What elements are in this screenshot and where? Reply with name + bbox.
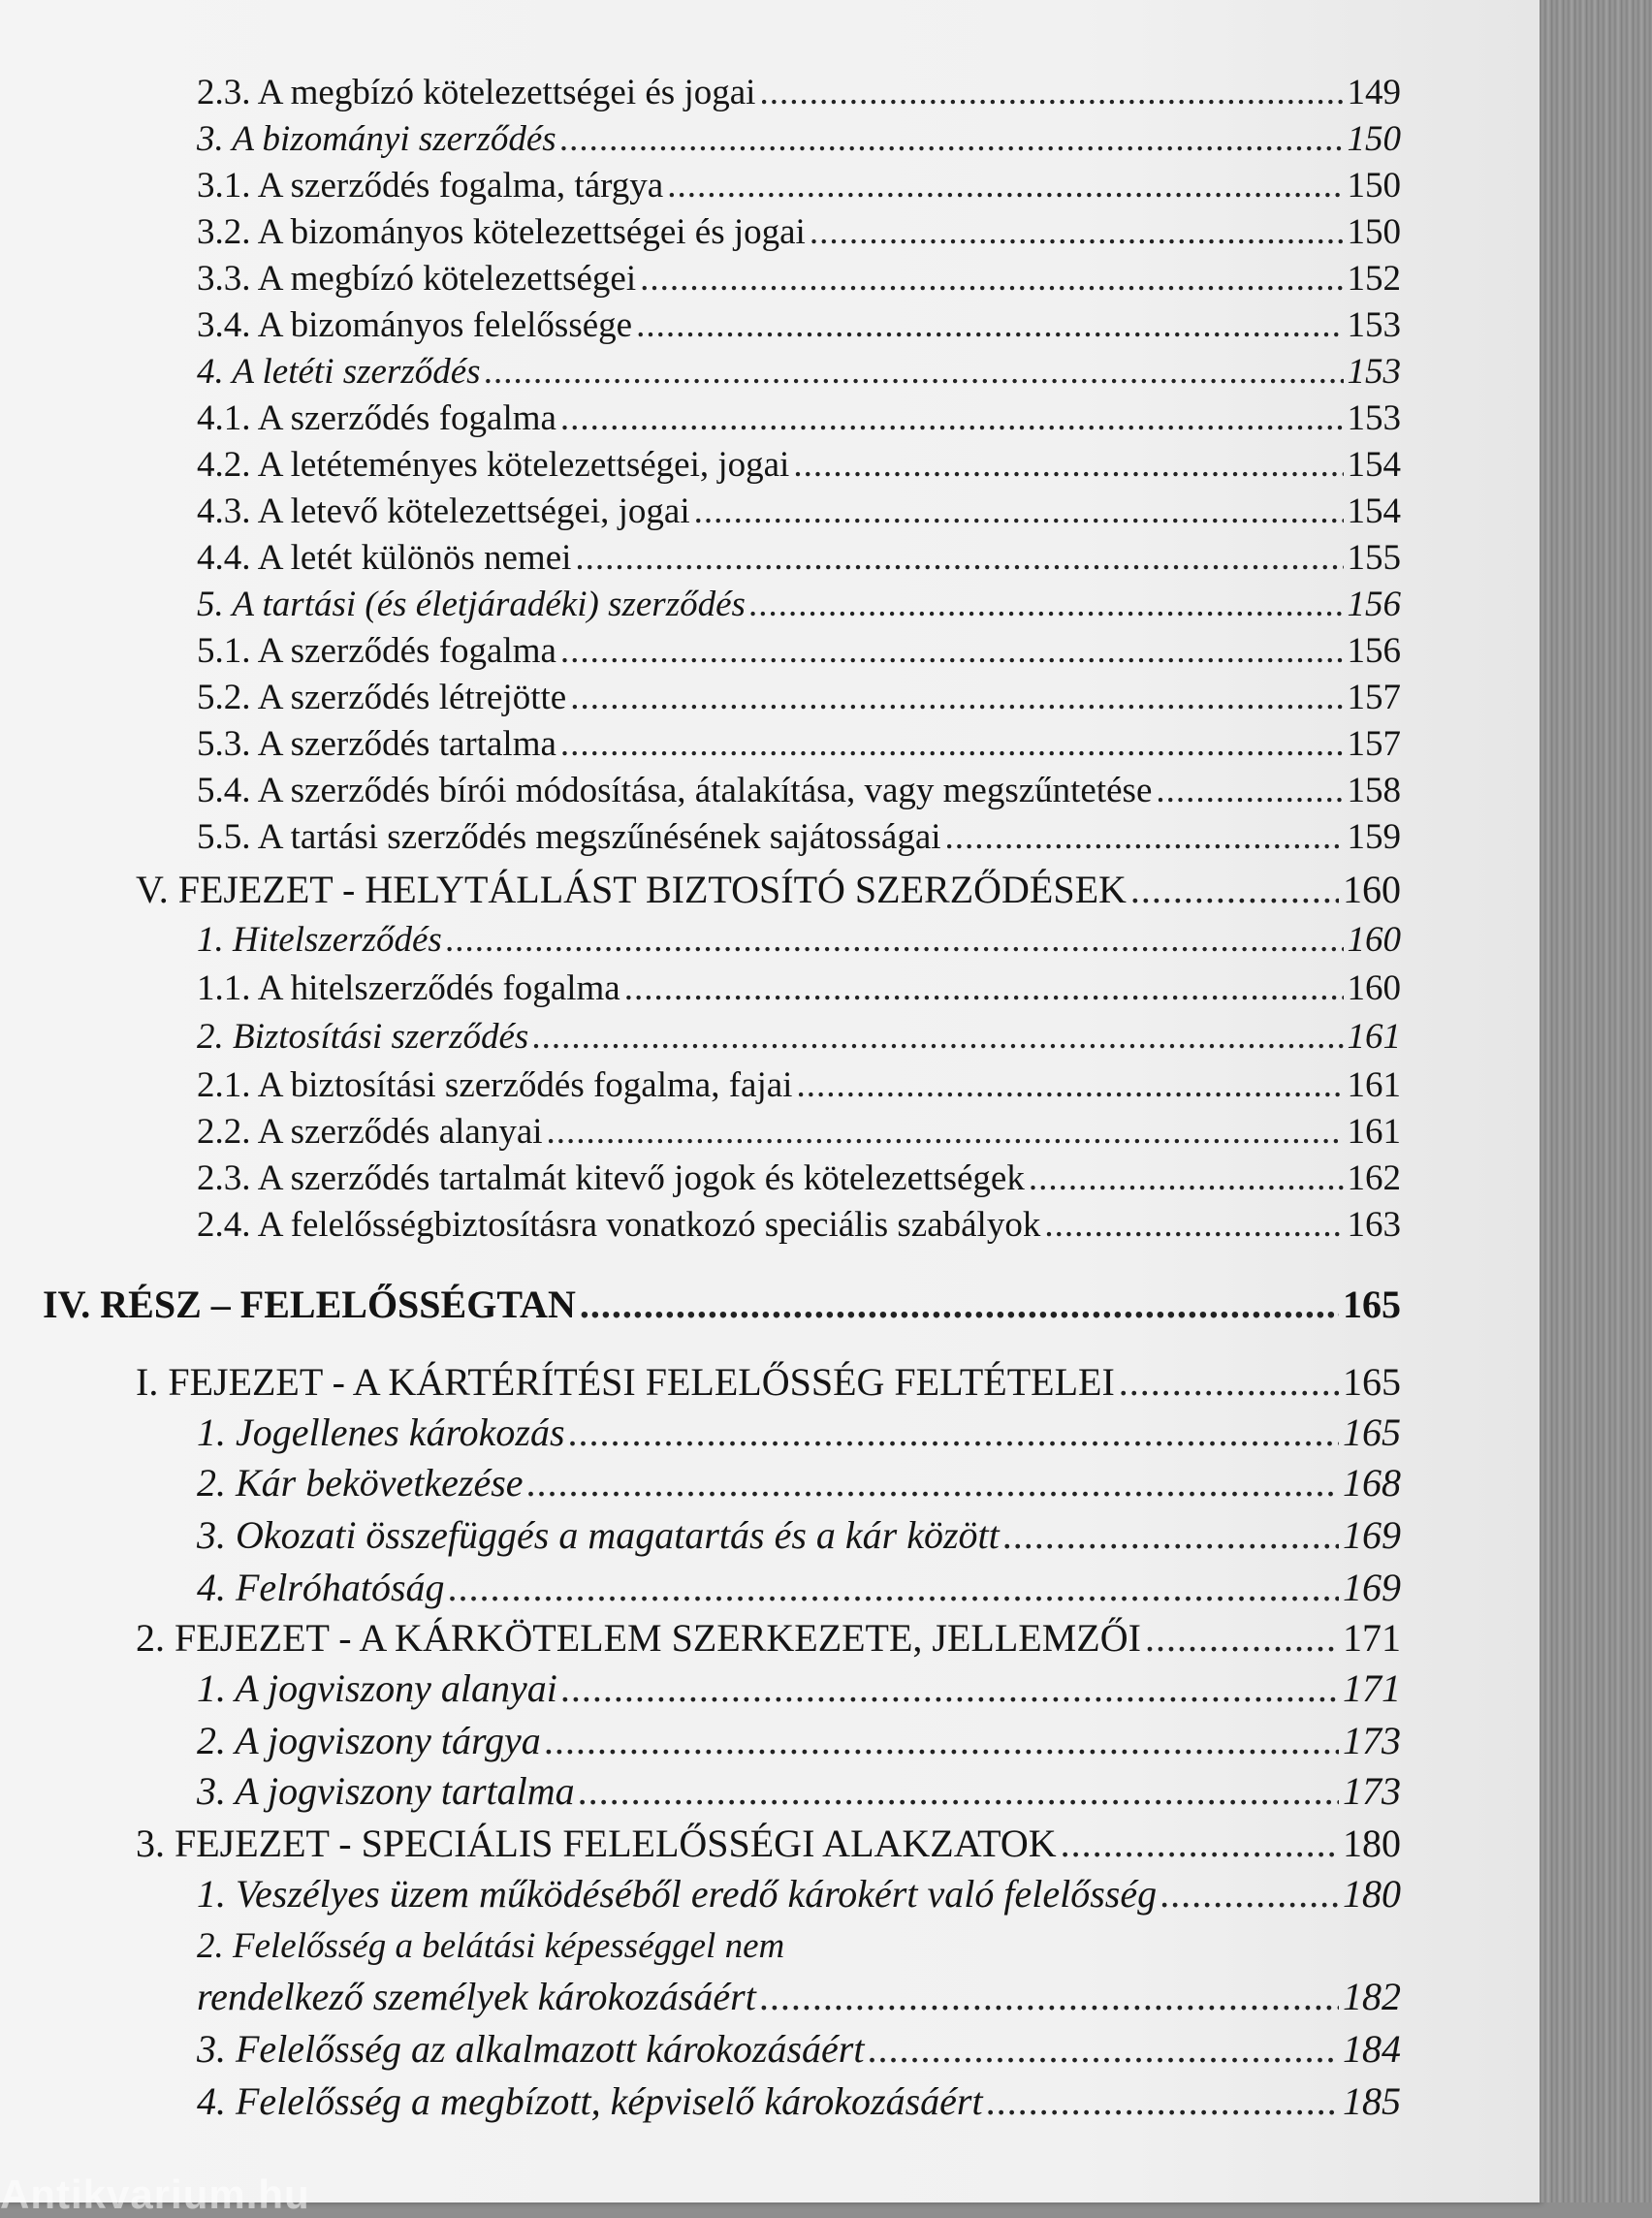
toc-entry-page: 160 [1347, 968, 1401, 1008]
toc-entry-page: 154 [1347, 445, 1401, 485]
dot-leader [1061, 1821, 1339, 1867]
toc-entry [197, 256, 1401, 302]
toc-entry-first-line: 2. Felelősség a belátási képességgel nem [197, 1926, 785, 1966]
toc-entry-page: 159 [1347, 817, 1401, 857]
toc-entry-title: rendelkező személyek károkozásáért [197, 1975, 756, 2018]
toc-entry-page: 156 [1347, 585, 1401, 624]
toc-entry-title: 1. Jogellenes károkozás [197, 1410, 565, 1454]
toc-entry [197, 1974, 1401, 2020]
toc-entry-page: 149 [1347, 73, 1401, 112]
toc-entry-title: 4.3. A letevő kötelezettségei, jogai [197, 491, 690, 531]
toc-entry-title: 1. Hitelszerződés [197, 920, 442, 960]
toc-entry-title: 5.1. A szerződés fogalma [197, 631, 556, 671]
toc-entry-title: 3.4. A bizományos felelőssége [197, 305, 633, 345]
toc-entry-title: 2.1. A biztosítási szerződés fogalma, fajai [197, 1065, 793, 1105]
dot-leader [449, 1565, 1339, 1611]
toc-entry-page: 161 [1347, 1065, 1401, 1105]
toc-entry [197, 917, 1401, 964]
toc-entry [197, 768, 1401, 814]
toc-entry-title: 4.1. A szerződés fogalma [197, 398, 556, 438]
toc-entry-page: 171 [1343, 1666, 1401, 1710]
dot-leader [560, 721, 1344, 768]
toc-entry-title: 3.1. A szerződés fogalma, tárgya [197, 166, 664, 206]
dot-leader [545, 1718, 1339, 1764]
toc-chapter-title: 3. FEJEZET - SPECIÁLIS FELELŐSSÉGI ALAKZATOK [136, 1822, 1057, 1865]
toc-entry-page: 169 [1343, 1513, 1401, 1557]
dot-leader [1145, 1615, 1339, 1662]
dot-leader [1160, 1871, 1339, 1917]
toc-entry-page: 169 [1343, 1566, 1401, 1609]
toc-entry [197, 675, 1401, 721]
dot-leader [527, 1460, 1339, 1506]
dot-leader [560, 116, 1344, 163]
dot-leader [796, 1062, 1343, 1109]
toc-entry-page: 153 [1347, 305, 1401, 345]
toc-entry [197, 1156, 1401, 1202]
dot-leader [667, 163, 1343, 209]
toc-entry [197, 2026, 1401, 2073]
dot-leader [570, 675, 1343, 721]
toc-entry [197, 628, 1401, 675]
toc-chapter [136, 867, 1401, 913]
toc-entry-title: 4. Felróhatóság [197, 1566, 445, 1609]
toc-entry [197, 1665, 1401, 1712]
toc-entry [197, 814, 1401, 861]
toc-entry [197, 70, 1401, 116]
toc-entry-title: 2. A jogviszony tárgya [197, 1719, 541, 1762]
watermark: Antikvarium.hu [0, 2171, 310, 2217]
toc-chapter-title: I. FEJEZET - A KÁRTÉRÍTÉSI FELELŐSSÉG FELTÉTELEI [136, 1360, 1115, 1404]
toc-entry-page: 153 [1347, 352, 1401, 392]
toc-entry-page: 180 [1343, 1872, 1401, 1916]
toc-entry-page: 152 [1347, 259, 1401, 299]
dot-leader [560, 628, 1344, 675]
toc-entry [197, 1410, 1401, 1456]
toc-entry-title: 2. Kár bekövetkezése [197, 1461, 524, 1505]
dot-leader [636, 302, 1343, 349]
toc-entry-page: 161 [1347, 1112, 1401, 1152]
toc-entry [197, 302, 1401, 349]
toc-entry-page: 157 [1347, 678, 1401, 717]
toc-entry-page: 150 [1347, 119, 1401, 159]
toc-entry [197, 1718, 1401, 1764]
toc-entry [197, 1202, 1401, 1249]
toc-entry [197, 349, 1401, 396]
toc-entry-title: 4.4. A letét különös nemei [197, 538, 572, 578]
toc-entry-page: 157 [1347, 724, 1401, 764]
toc-entry [197, 1565, 1401, 1611]
toc-entry-page: 154 [1347, 491, 1401, 531]
dot-leader [1003, 1512, 1339, 1559]
toc-entry-title: 3.2. A bizományos kötelezettségei és jogai [197, 212, 806, 252]
toc-part-page: 165 [1343, 1283, 1401, 1326]
dot-leader [759, 70, 1343, 116]
toc-entry [197, 535, 1401, 582]
toc-entry-title: 1. Veszélyes üzem működéséből eredő károkért való felelősség [197, 1872, 1158, 1916]
toc-entry-title: 2.4. A felelősségbiztosításra vonatkozó speciális szabályok [197, 1205, 1041, 1245]
toc-entry-page: 150 [1347, 212, 1401, 252]
dot-leader [532, 1014, 1343, 1061]
dot-leader [1156, 768, 1343, 814]
toc-entry [197, 116, 1401, 163]
dot-leader [793, 442, 1343, 489]
dot-leader [575, 535, 1343, 582]
dot-leader [580, 1282, 1339, 1328]
dot-leader [640, 256, 1343, 302]
toc-entry [197, 966, 1401, 1012]
toc-entry-title: 5.5. A tartási szerződés megszűnésének sajátosságai [197, 817, 941, 857]
toc-entry-title: 5. A tartási (és életjáradéki) szerződés [197, 585, 746, 624]
dot-leader [569, 1410, 1339, 1456]
toc-chapter-page: 160 [1343, 868, 1401, 911]
toc-chapter-title: 2. FEJEZET - A KÁRKÖTELEM SZERKEZETE, JELLEMZŐI [136, 1616, 1141, 1660]
dot-leader [987, 2078, 1339, 2125]
toc-entry-title: 2. Biztosítási szerződés [197, 1017, 529, 1057]
toc-entry [197, 209, 1401, 256]
toc-entry-page: 168 [1343, 1461, 1401, 1505]
toc-entry-title: 2.3. A szerződés tartalmát kitevő jogok és kötelezettségek [197, 1158, 1025, 1198]
toc-part [43, 1282, 1401, 1328]
dot-leader [561, 1665, 1339, 1712]
dot-leader [1044, 1202, 1343, 1249]
dot-leader [868, 2026, 1339, 2073]
toc-entry-title: 5.4. A szerződés bírói módosítása, átalakítása, vagy megszűntetése [197, 771, 1153, 810]
toc-chapter [136, 1615, 1401, 1662]
dot-leader [1119, 1359, 1339, 1406]
toc-entry-title: 4.2. A letéteményes kötelezettségei, jogai [197, 445, 790, 485]
dot-leader [446, 917, 1344, 964]
toc-entry-title: 4. Felelősség a megbízott, képviselő károkozásáért [197, 2079, 983, 2123]
dot-leader [1029, 1156, 1344, 1202]
dot-leader [810, 209, 1344, 256]
toc-entry-title: 3. Okozati összefüggés a magatartás és a kár között [197, 1513, 1000, 1557]
toc-chapter-title: V. FEJEZET - HELYTÁLLÁST BIZTOSÍTÓ SZERZŐDÉSEK [136, 868, 1127, 911]
toc-entry [197, 1460, 1401, 1506]
dot-leader [945, 814, 1344, 861]
toc-entry-title: 3. Felelősség az alkalmazott károkozásáért [197, 2027, 865, 2071]
toc-entry-title: 1.1. A hitelszerződés fogalma [197, 968, 620, 1008]
toc-entry-page: 153 [1347, 398, 1401, 438]
toc-entry-page: 158 [1347, 771, 1401, 810]
toc-chapter-page: 180 [1343, 1822, 1401, 1865]
toc-chapter-page: 171 [1343, 1616, 1401, 1660]
toc-entry [197, 1062, 1401, 1109]
toc-entry [197, 2078, 1401, 2125]
dot-leader [694, 489, 1344, 535]
toc-entry-title: 3.3. A megbízó kötelezettségei [197, 259, 637, 299]
toc-entry-title: 5.2. A szerződés létrejötte [197, 678, 567, 717]
toc-entry [197, 1512, 1401, 1559]
toc-entry-page: 173 [1343, 1769, 1401, 1813]
toc-entry-title: 4. A letéti szerződés [197, 352, 481, 392]
toc-part-title: IV. RÉSZ – FELELŐSSÉGTAN [43, 1283, 576, 1326]
toc-entry [197, 1768, 1401, 1815]
toc-entry-page: 182 [1343, 1975, 1401, 2018]
toc-entry-title: 3. A bizományi szerződés [197, 119, 556, 159]
toc-entry [197, 396, 1401, 442]
dot-leader [1130, 867, 1339, 913]
toc-entry-page: 155 [1347, 538, 1401, 578]
toc-entry-page: 150 [1347, 166, 1401, 206]
toc-chapter [136, 1359, 1401, 1406]
toc-entry [197, 721, 1401, 768]
toc-entry [197, 489, 1401, 535]
dot-leader [579, 1768, 1339, 1815]
toc-entry [197, 1014, 1401, 1061]
toc-entry-page: 160 [1347, 920, 1401, 960]
toc-entry-title: 1. A jogviszony alanyai [197, 1666, 557, 1710]
toc-entry-title: 3. A jogviszony tartalma [197, 1769, 575, 1813]
toc-entry-title: 2.3. A megbízó kötelezettségei és jogai [197, 73, 756, 112]
dot-leader [560, 396, 1344, 442]
toc-entry-page: 162 [1347, 1158, 1401, 1198]
dot-leader [485, 349, 1344, 396]
toc-entry-title: 2.2. A szerződés alanyai [197, 1112, 543, 1152]
toc-chapter-page: 165 [1343, 1360, 1401, 1404]
dot-leader [624, 966, 1344, 1012]
dot-leader [749, 582, 1344, 628]
toc-entry-page: 173 [1343, 1719, 1401, 1762]
toc-entry-page: 165 [1343, 1410, 1401, 1454]
book-spine [1540, 0, 1652, 2202]
toc-entry [197, 163, 1401, 209]
dot-leader [760, 1974, 1339, 2020]
toc-entry-page: 161 [1347, 1017, 1401, 1057]
toc-entry [197, 1109, 1401, 1156]
toc-entry [197, 582, 1401, 628]
toc-entry-page: 184 [1343, 2027, 1401, 2071]
dot-leader [547, 1109, 1344, 1156]
toc-entry-page: 156 [1347, 631, 1401, 671]
toc-entry-title: 5.3. A szerződés tartalma [197, 724, 556, 764]
toc-chapter [136, 1821, 1401, 1867]
toc-entry [197, 1871, 1401, 1917]
toc-entry [197, 442, 1401, 489]
toc-entry-page: 163 [1347, 1205, 1401, 1245]
toc-entry-page: 185 [1343, 2079, 1401, 2123]
